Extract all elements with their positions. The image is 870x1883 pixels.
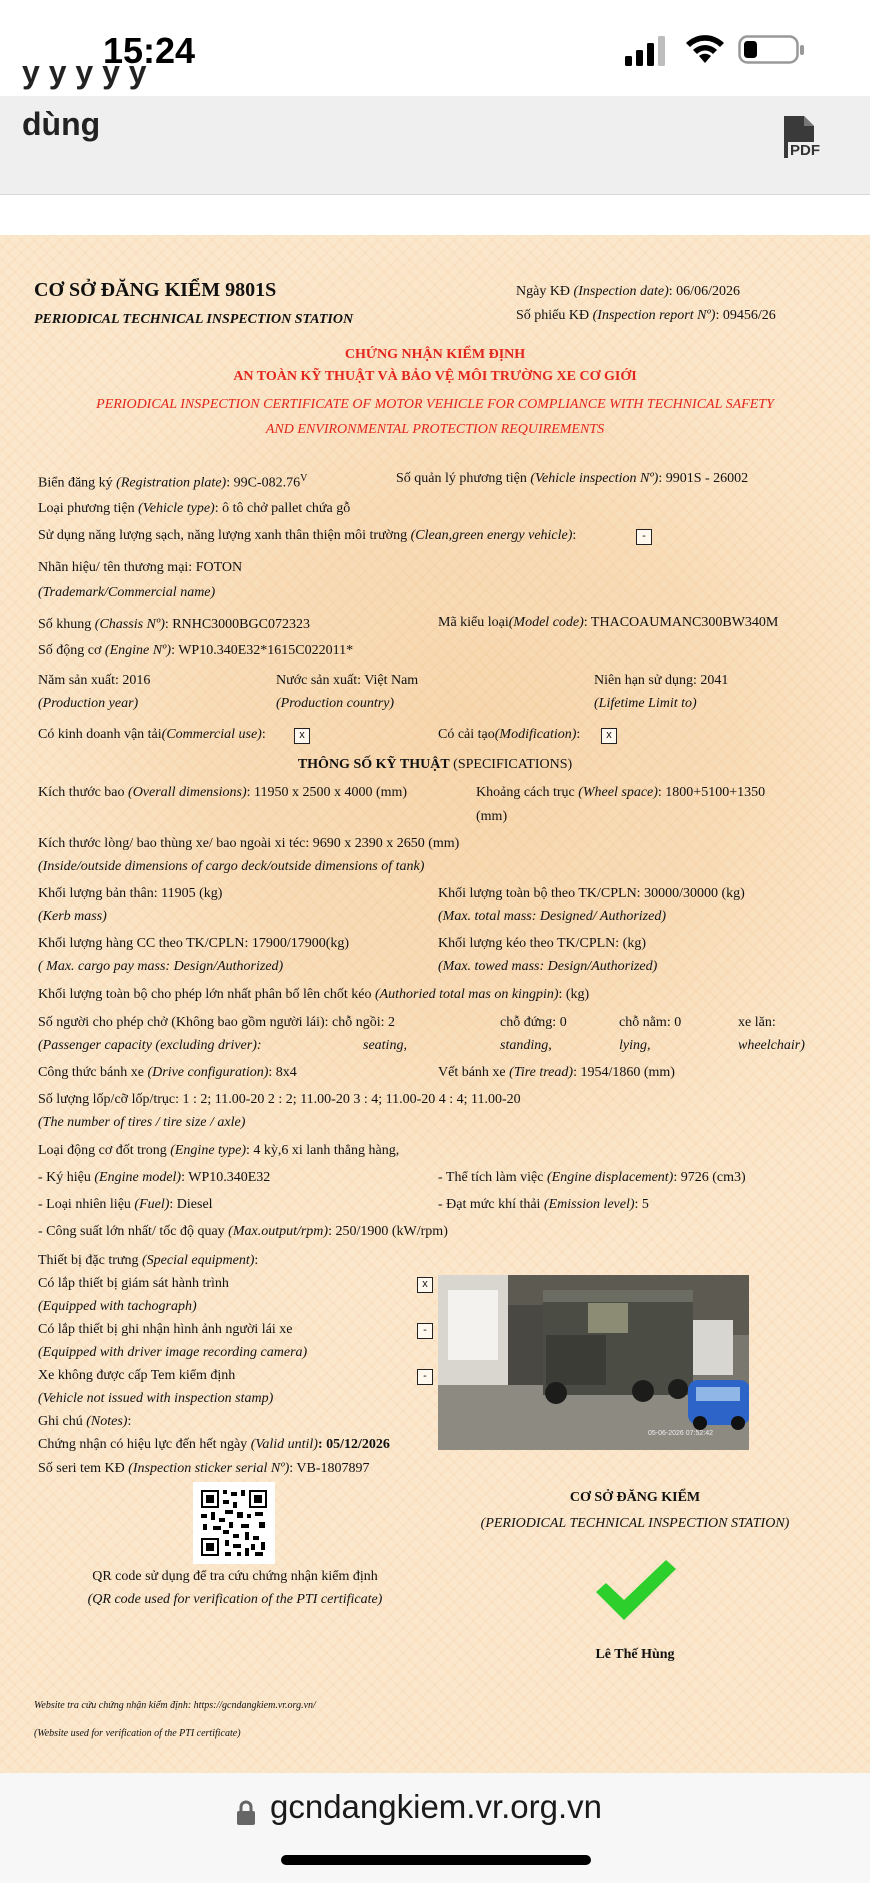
cargo-dimensions-en: (Inside/outside dimensions of cargo deck/outside dimensions of tank) [38,859,425,874]
towed-mass: Khối lượng kéo theo TK/CPLN: (kg) [438,936,646,951]
document-header [0,96,870,195]
trademark: Nhãn hiệu/ tên thương mại: FOTON [38,560,243,575]
battery-icon [738,35,806,65]
standing-en: standing, [500,1038,552,1053]
model-code: Mã kiểu loại(Model code): THACOAUMANC300BW340M [438,615,779,630]
driver-camera-checkbox: - [417,1323,433,1339]
vehicle-type: Loại phương tiện (Vehicle type): ô tô chở pallet chứa gỗ [38,501,351,516]
special-equipment: Thiết bị đặc trưng (Special equipment): [38,1253,259,1268]
tires-en: (The number of tires / tire size / axle) [38,1115,246,1130]
qr-code-image [193,1482,275,1564]
sticker-serial: Số seri tem KĐ (Inspection sticker serial Nº): VB-1807897 [38,1461,370,1476]
notes: Ghi chú (Notes): [38,1414,132,1429]
verification-website-en: (Website used for verification of the PTI certificate) [34,1728,241,1739]
no-stamp-checkbox: - [417,1369,433,1385]
signature-station: CƠ SỞ ĐĂNG KIỂM [569,1490,701,1505]
drive-configuration: Công thức bánh xe (Drive configuration): 8x4 [38,1065,297,1080]
no-stamp: Xe không được cấp Tem kiểm định [38,1368,236,1383]
passenger-capacity: Số người cho phép chở (Không bao gồm người lái): chỗ ngồi: 2 [38,1015,396,1030]
total-mass-en: (Max. total mass: Designed/ Authorized) [438,909,666,924]
tachograph-checkbox: x [417,1277,433,1293]
engine-type: Loại động cơ đốt trong (Engine type): 4 kỳ,6 xi lanh thẳng hàng, [38,1143,400,1158]
trademark-en: (Trademark/Commercial name) [38,585,216,600]
tire-tread: Vết bánh xe (Tire tread): 1954/1860 (mm) [438,1065,675,1080]
valid-until: Chứng nhận có hiệu lực đến hết ngày (Valid until): 05/12/2026 [38,1437,390,1452]
passenger-capacity-en: (Passenger capacity (excluding driver): [38,1038,262,1053]
registration-plate: Biển đăng ký (Registration plate): $99C-082.76^V$ [38,473,308,491]
station-name: CƠ SỞ ĐĂNG KIỂM 9801S [34,279,277,301]
home-indicator[interactable] [281,1855,591,1865]
kerb-mass-en: (Kerb mass) [38,909,107,924]
engine-number: Số động cơ (Engine Nº): WP10.340E32*1615C022011* [38,643,354,658]
verification-website: Website tra cứu chứng nhận kiểm định: https://gcndangkiem.vr.org.vn/ [34,1700,316,1711]
signer-name: Lê Thế Hùng [595,1647,675,1662]
wheelchair-en: wheelchair) [738,1038,805,1053]
modification-checkbox: x [601,728,617,744]
fuel: - Loại nhiên liệu (Fuel): Diesel [38,1197,213,1212]
lying: chỗ nằm: 0 [619,1015,682,1030]
station-name-en: PERIODICAL TECHNICAL INSPECTION STATION [34,312,354,327]
clock: 15:24 [103,30,196,71]
certificate [0,235,870,1773]
pdf-download-button[interactable]: PDF [778,114,830,166]
tachograph-en: (Equipped with tachograph) [38,1299,197,1314]
document-title: dùng [22,106,101,142]
wheel-space: Khoảng cách trục (Wheel space): 1800+5100+1350 [476,785,766,800]
wheel-space-unit: (mm) [476,809,508,824]
overall-dimensions: Kích thước bao (Overall dimensions): 11950 x 2500 x 4000 (mm) [38,785,408,800]
tachograph: Có lắp thiết bị giám sát hành trình [38,1276,229,1291]
tires: Số lượng lốp/cỡ lốp/trục: 1 : 2; 11.00-20 2 : 2; 11.00-20 3 : 4; 11.00-20 4 : 4; 11.00-20 [38,1092,521,1107]
address-bar-url[interactable]: gcndangkiem.vr.org.vn [270,1788,603,1825]
cert-title-en-1: PERIODICAL INSPECTION CERTIFICATE OF MOTOR VEHICLE FOR COMPLIANCE WITH TECHNICAL SAFETY [96,397,774,412]
modification: Có cải tạo(Modification): [438,727,581,742]
clean-energy: Sử dụng năng lượng sạch, năng lượng xanh thân thiện môi trường (Clean,green energy vehicle): [38,528,577,543]
lock-icon [236,1800,256,1826]
kerb-mass: Khối lượng bản thân: 11905 (kg) [38,886,223,901]
emission-level: - Đạt mức khí thải (Emission level): 5 [438,1197,649,1212]
cargo-mass: Khối lượng hàng CC theo TK/CPLN: 17900/17900(kg) [38,936,350,951]
commercial-use: Có kinh doanh vận tải(Commercial use): [38,727,266,742]
driver-camera-en: (Equipped with driver image recording camera) [38,1345,308,1360]
vehicle-photo [438,1275,749,1450]
commercial-use-checkbox: x [294,728,310,744]
qr-code [193,1482,275,1564]
qr-caption-en: (QR code used for verification of the PTI certificate) [87,1592,383,1607]
cert-title-en-2: AND ENVIRONMENTAL PROTECTION REQUIREMENTS [265,422,605,437]
cargo-mass-en: ( Max. cargo pay mass: Design/Authorized) [38,959,284,974]
no-stamp-en: (Vehicle not issued with inspection stamp) [38,1391,274,1406]
production-year-en: (Production year) [38,696,139,711]
engine-displacement: - Thể tích làm việc (Engine displacement): 9726 (cm3) [438,1170,746,1185]
lying-en: lying, [619,1038,651,1053]
driver-camera: Có lắp thiết bị ghi nhận hình ảnh người lái xe [38,1322,293,1337]
vehicle-inspection-no: Số quản lý phương tiện (Vehicle inspection Nº): 9901S - 26002 [396,471,749,486]
qr-caption: QR code sử dụng để tra cứu chứng nhận kiểm định [92,1569,378,1584]
kingpin-mass: Khối lượng toàn bộ cho phép lớn nhất phân bố lên chốt kéo (Authoried total mas on kingpin): (kg) [38,987,590,1002]
valid-checkmark-icon [590,1556,682,1628]
production-year: Năm sản xuất: 2016 [38,673,151,688]
cargo-dimensions: Kích thước lòng/ bao thùng xe/ bao ngoài xi téc: 9690 x 2390 x 2650 (mm) [38,836,460,851]
signature-station-en: (PERIODICAL TECHNICAL INSPECTION STATION) [480,1516,790,1531]
clean-energy-checkbox: - [636,529,652,545]
header-title-cut: y y y y y [22,66,147,90]
inspection-date: Ngày KĐ (Inspection date): 06/06/2026 [516,284,740,299]
production-country-en: (Production country) [276,696,395,711]
production-country: Nước sản xuất: Việt Nam [276,673,419,688]
photo-timestamp: 05-06-2026 07:52:42 [648,1430,713,1437]
seating-en: seating, [363,1038,407,1053]
cert-title-2: AN TOÀN KỸ THUẬT VÀ BẢO VỆ MÔI TRƯỜNG XE CƠ GIỚI [233,369,637,384]
lifetime-limit-en: (Lifetime Limit to) [594,696,697,711]
cert-title-1: CHỨNG NHẬN KIỂM ĐỊNH [344,347,526,362]
wifi-icon [684,34,726,64]
wheelchair: xe lăn: [738,1015,776,1030]
standing: chỗ đứng: 0 [500,1015,567,1030]
towed-mass-en: (Max. towed mass: Design/Authorized) [438,959,658,974]
report-number: Số phiếu KĐ (Inspection report Nº): 09456/26 [516,308,776,323]
total-mass: Khối lượng toàn bộ theo TK/CPLN: 30000/30000 (kg) [438,886,745,901]
truck-photo-image [438,1275,749,1450]
engine-model: - Ký hiệu (Engine model): WP10.340E32 [38,1170,271,1185]
max-output: - Công suất lớn nhất/ tốc độ quay (Max.output/rpm): 250/1900 (kW/rpm) [38,1224,448,1239]
lifetime-limit: Niên hạn sử dụng: 2041 [594,673,729,688]
chassis-number: Số khung (Chassis Nº): RNHC3000BGC072323 [38,617,310,632]
signal-icon [625,36,673,66]
specifications-title: THÔNG SỐ KỸ THUẬT (SPECIFICATIONS) [297,757,573,772]
